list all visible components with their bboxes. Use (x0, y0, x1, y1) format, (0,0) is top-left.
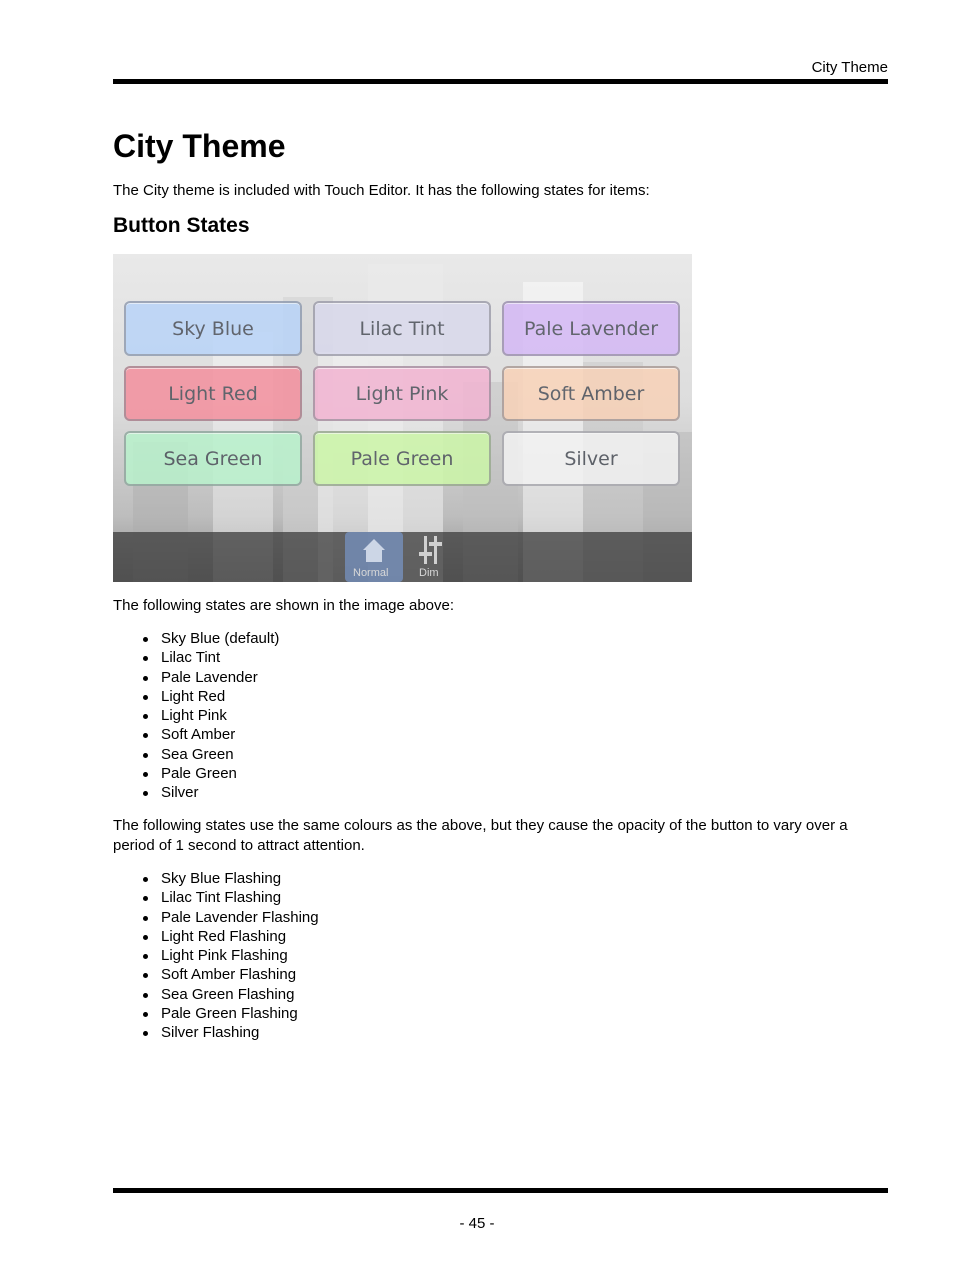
light-pink-button[interactable]: Light Pink (313, 366, 491, 421)
list-item: Sea Green (113, 745, 279, 764)
list-item: Lilac Tint (113, 648, 279, 667)
list-item: Pale Green (113, 764, 279, 783)
list-item: Light Pink (113, 706, 279, 725)
pale-lavender-button[interactable]: Pale Lavender (502, 301, 680, 356)
header-rule (113, 79, 888, 84)
list-item: Lilac Tint Flashing (113, 888, 319, 907)
intro-paragraph: The City theme is included with Touch Editor. It has the following states for items: (113, 182, 650, 199)
list-item: Silver (113, 783, 279, 802)
nav-dim-button[interactable] (413, 532, 449, 582)
list-item: Light Red (113, 687, 279, 706)
nav-normal-label: Normal (353, 567, 389, 579)
list-item: Light Pink Flashing (113, 946, 319, 965)
home-icon (359, 535, 389, 565)
dim-sliders-icon (416, 534, 446, 566)
states-intro: The following states are shown in the image above: (113, 597, 455, 614)
flashing-states-list (113, 869, 319, 1043)
flashing-intro: The following states use the same colours as the above, but they cause the opacity of the button to vary over a period of 1 second to attract attention. (113, 817, 848, 854)
theme-screenshot (113, 254, 692, 582)
lilac-tint-button[interactable]: Lilac Tint (313, 301, 491, 356)
nav-dim-label: Dim (419, 567, 439, 579)
sky-blue-button[interactable]: Sky Blue (124, 301, 302, 356)
button-grid (124, 301, 680, 486)
list-item: Sea Green Flashing (113, 985, 319, 1004)
light-red-button[interactable]: Light Red (124, 366, 302, 421)
page-number: - 45 - (459, 1215, 495, 1232)
states-list (113, 629, 279, 803)
silver-button[interactable]: Silver (502, 431, 680, 486)
list-item: Sky Blue (default) (113, 629, 279, 648)
page-title: City Theme (113, 128, 286, 164)
list-item: Soft Amber Flashing (113, 965, 319, 984)
list-item: Sky Blue Flashing (113, 869, 319, 888)
list-item: Silver Flashing (113, 1023, 319, 1042)
list-item: Pale Green Flashing (113, 1004, 319, 1023)
sea-green-button[interactable]: Sea Green (124, 431, 302, 486)
list-item: Pale Lavender Flashing (113, 908, 319, 927)
footer-rule (113, 1188, 888, 1193)
list-item: Light Red Flashing (113, 927, 319, 946)
list-item: Pale Lavender (113, 668, 279, 687)
soft-amber-button[interactable]: Soft Amber (502, 366, 680, 421)
list-item: Soft Amber (113, 725, 279, 744)
pale-green-button[interactable]: Pale Green (313, 431, 491, 486)
nav-normal-button[interactable] (345, 532, 403, 582)
section-title: Button States (113, 214, 250, 237)
running-header: City Theme (811, 59, 888, 76)
